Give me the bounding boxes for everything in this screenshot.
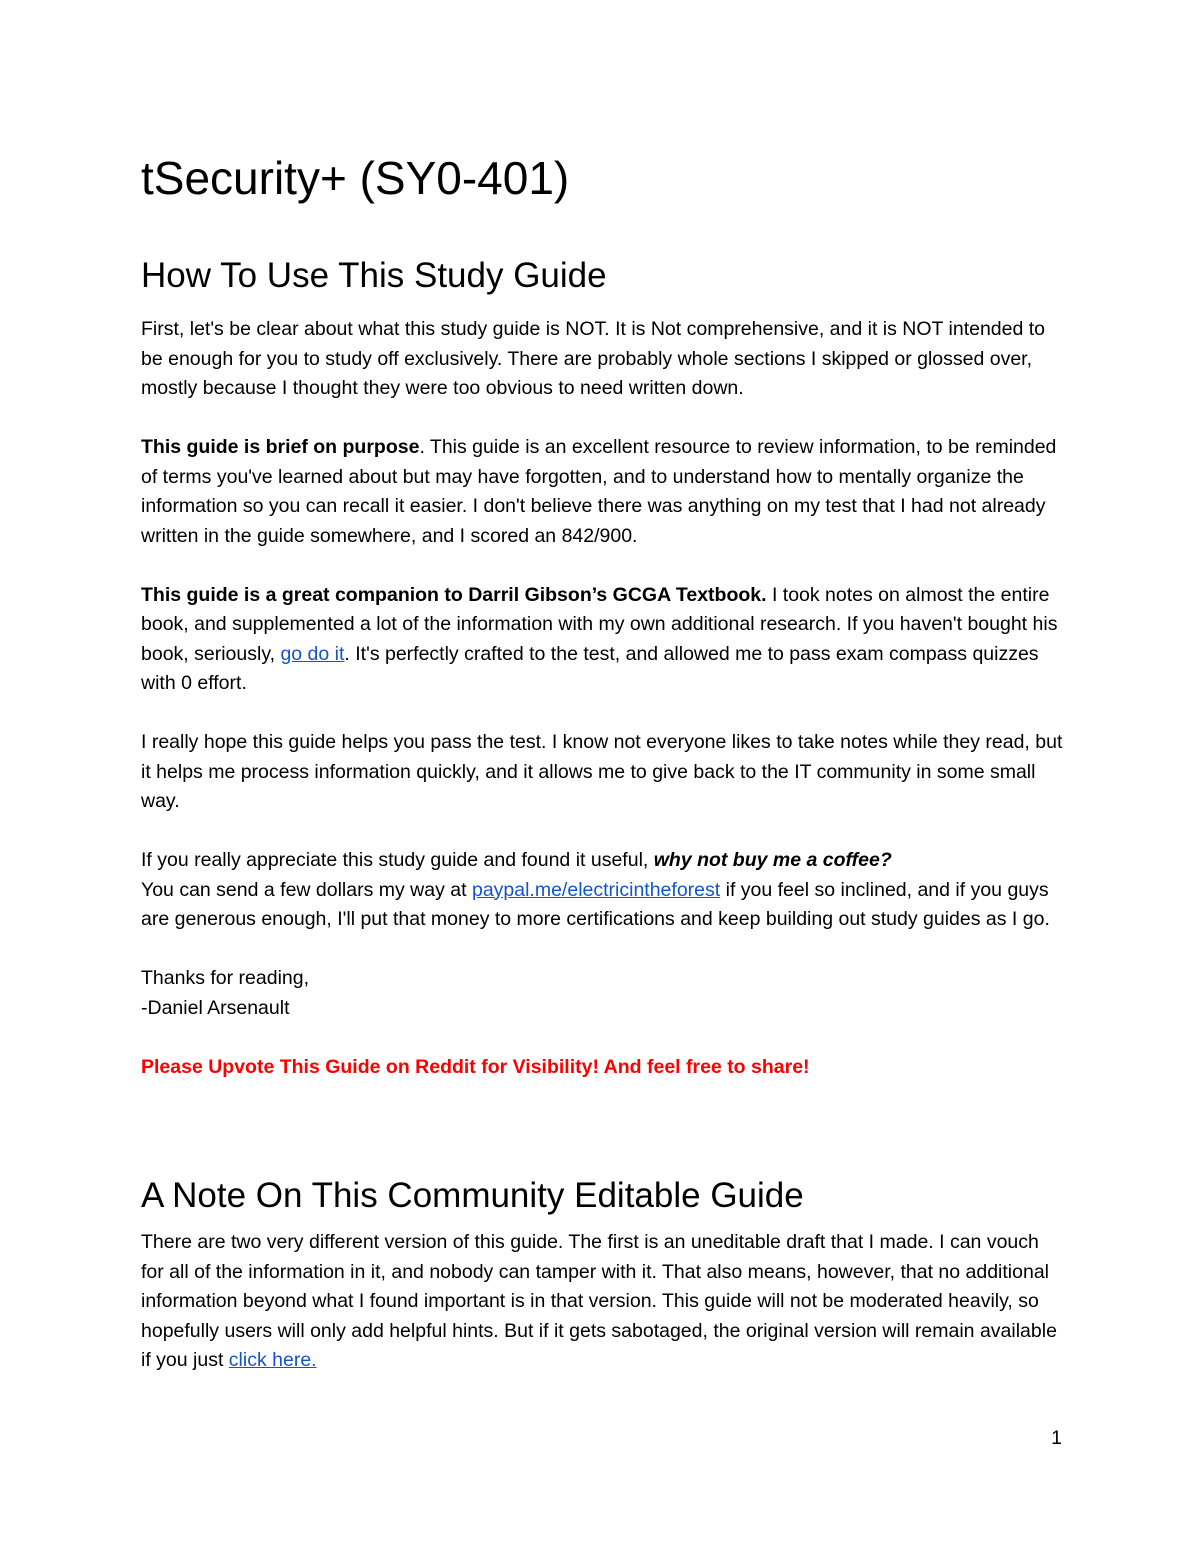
heading-community-note: A Note On This Community Editable Guide <box>141 1176 804 1215</box>
paragraph-coffee <box>141 846 1066 935</box>
coffee-text: If you really appreciate this study guide and found it useful, <box>141 849 654 871</box>
community-note-section <box>141 1228 1066 1405</box>
companion-text-end: . It's perfectly crafted to the test, and allowed me to pass exam compass quizzes with 0 effort. <box>141 642 1039 694</box>
versions-text: There are two very different version of this guide. The first is an uneditable draft that I made. I can vouch for all of the information in it, and nobody can tamper with it. That also means, however, that no additional information beyond what I found important is in that version. This guide will not be moderated heavily, so hopefully users will only add helpful hints. But if it gets sabotaged, the original version will remain available if you just <box>141 1231 1057 1371</box>
upvote-callout: Please Upvote This Guide on Reddit for Visibility! And feel free to share! <box>141 1055 810 1078</box>
paypal-link[interactable]: paypal.me/electricintheforest <box>471 878 721 901</box>
document-title: tSecurity+ (SY0-401) <box>141 152 570 204</box>
coffee-emphasis: why not buy me a coffee? <box>653 849 892 871</box>
heading-how-to-use: How To Use This Study Guide <box>141 256 607 295</box>
go-do-it-link[interactable]: go do it <box>280 642 345 665</box>
brief-text: . This guide is an excellent resource to review information, to be reminded of terms you've learned about but may have forgotten, and to understand how to mentally organize the information so you can recall it easier. I don't believe there was anything on my test that I had not already written in the guide somewhere, and I scored an 842/900. <box>141 436 1057 547</box>
companion-text: I took notes on almost the entire book, and supplemented a lot of the information with my own additional research. If you haven't bought his book, seriously, <box>141 583 1058 665</box>
paragraph-companion <box>141 581 1066 699</box>
signature-name: -Daniel Arsenault <box>141 996 290 1019</box>
page-number: 1 <box>1051 1427 1062 1449</box>
paragraph-brief <box>141 433 1066 551</box>
paragraph-versions <box>141 1228 1066 1376</box>
signature-thanks: Thanks for reading, <box>141 967 310 989</box>
brief-emphasis: This guide is brief on purpose <box>141 436 420 458</box>
click-here-link[interactable]: click here. <box>228 1349 317 1371</box>
signature <box>141 964 1066 1023</box>
paragraph-hope: I really hope this guide helps you pass the test. I know not everyone likes to take notes while they read, but it helps me process information quickly, and it allows me to give back to the IT community in some small way. <box>141 731 1063 812</box>
paypal-text-end: if you feel so inclined, and if you guys are generous enough, I'll put that money to more certifications and keep building out study guides as I go. <box>141 878 1050 930</box>
how-to-use-section <box>141 315 1066 1112</box>
paragraph-intro: First, let's be clear about what this study guide is NOT. It is Not comprehensive, and it is NOT intended to be enough for you to study off exclusively. There are probably whole sections I skipped or glossed over, mostly because I thought they were too obvious to need written down. <box>141 318 1046 399</box>
paypal-text: You can send a few dollars my way at <box>141 878 472 901</box>
companion-emphasis: This guide is a great companion to Darril Gibson’s GCGA Textbook. <box>141 583 767 606</box>
